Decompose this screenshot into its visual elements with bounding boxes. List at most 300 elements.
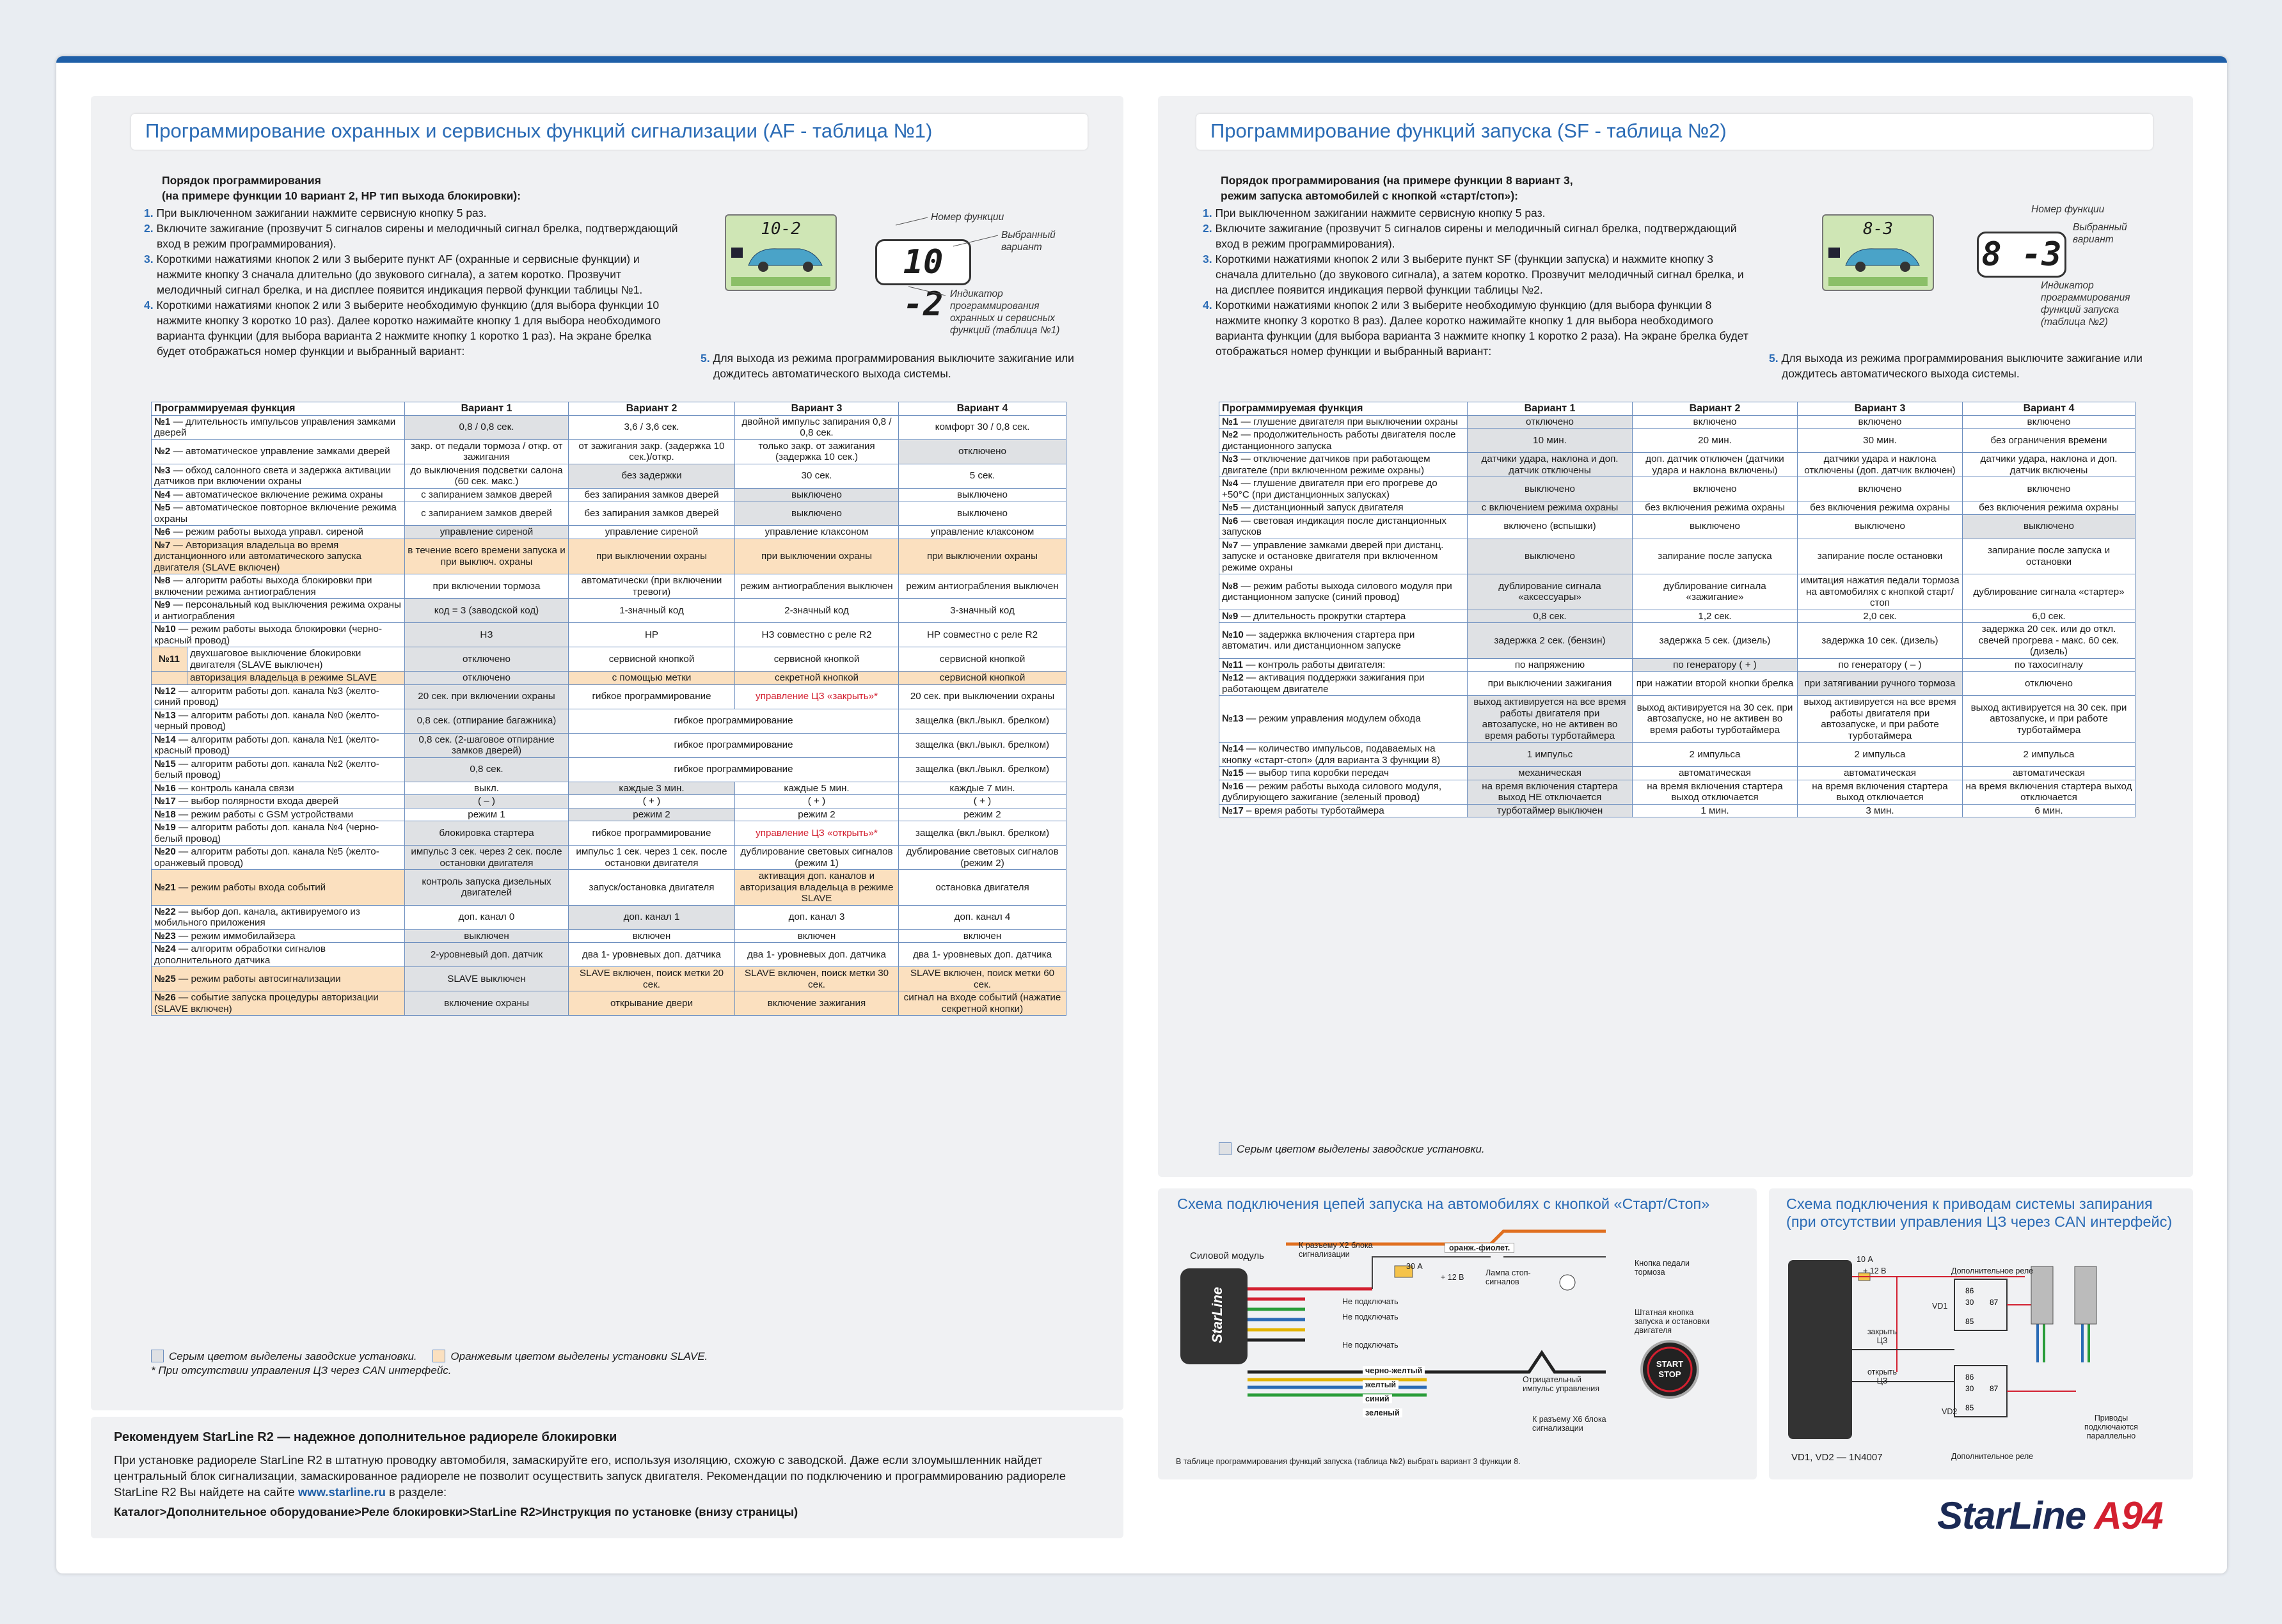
step-number: 2. <box>144 222 154 235</box>
vd2-label: VD2 <box>1942 1407 1958 1416</box>
table-row <box>152 501 1066 526</box>
table-row <box>152 795 1066 808</box>
step-item <box>144 297 681 359</box>
table-cell: запирание после остановки <box>1798 539 1963 574</box>
function-number: №6 <box>1222 515 1239 526</box>
table-cell: режим 2 <box>899 808 1066 821</box>
table-row <box>1219 610 2135 623</box>
function-cell <box>152 439 405 464</box>
right-intro <box>1203 173 1753 359</box>
table-cell: выключено <box>1633 514 1798 539</box>
table-cell: 0,8 сек. <box>1468 610 1633 623</box>
table-cell: два 1- уровневых доп. датчика <box>899 943 1066 967</box>
table-cell: выключено <box>899 488 1066 501</box>
table-cell: запирание после запуска <box>1633 539 1798 574</box>
ann-selected-variant: Выбранный вариант <box>2073 222 2127 245</box>
function-cell <box>152 684 405 709</box>
legend-orange: Оранжевым цветом выделены установки SLAVE. <box>450 1350 708 1362</box>
table-cell: задержка 2 сек. (бензин) <box>1468 623 1633 659</box>
function-number: №9 <box>1222 610 1239 622</box>
ann-indicator: Индикатор программирования охранных и сервисных функций (таблица №1) <box>950 288 1060 336</box>
table-cell: сервисной кнопкой <box>735 647 899 672</box>
function-cell <box>152 647 405 672</box>
step-item <box>1203 205 1753 221</box>
relay-top-label: Дополнительное реле <box>1951 1266 2034 1275</box>
function-desc: — обход салонного света и задержка активации датчиков при включении охраны <box>154 464 392 487</box>
function-cell <box>152 929 405 943</box>
function-desc: — контроль работы двигателя: <box>1243 659 1386 670</box>
gray-swatch <box>1219 1142 1232 1155</box>
diodes-label: VD1, VD2 — 1N4007 <box>1791 1452 1883 1463</box>
function-cell <box>1219 767 1468 780</box>
table-cell: по генератору ( – ) <box>1798 658 1963 672</box>
table-row <box>152 684 1066 709</box>
step-number: 1. <box>1203 207 1212 219</box>
svg-text:85: 85 <box>1965 1317 1974 1326</box>
function-number: №5 <box>1222 502 1239 513</box>
table-cell: гибкое программирование <box>569 709 899 733</box>
svg-text:86: 86 <box>1965 1286 1974 1295</box>
table-cell: доп. канал 3 <box>735 905 899 929</box>
table-cell: по напряжению <box>1468 658 1633 672</box>
starline-site-link[interactable]: www.starline.ru <box>297 1485 386 1499</box>
function-cell <box>152 808 405 821</box>
table-cell: импульс 1 сек. через 1 сек. после остановки двигателя <box>569 846 735 870</box>
step-text: Короткими нажатиями кнопок 2 или 3 выберите пункт SF (функции запуска) и нажмите кнопку 3 сначала длительно (до звукового сигнала), а затем коротко. Прозвучит мелодичный сигнал брелка, и на дисплее появится индикация первой функции таблицы №2. <box>1215 253 1744 296</box>
ann-indicator: Индикатор программирования функций запуска (таблица №2) <box>2041 280 2130 327</box>
table-row <box>152 846 1066 870</box>
left-legend <box>151 1350 1047 1378</box>
relay-bottom <box>1954 1366 2007 1417</box>
table-cell: 2-уровневый доп. датчик <box>405 943 569 967</box>
table-row <box>1219 780 2135 804</box>
table-cell: дублирование световых сигналов (режим 2) <box>899 846 1066 870</box>
function-number: №7 <box>1222 539 1239 551</box>
table-cell: защелка (вкл./выкл. брелком) <box>899 757 1066 782</box>
table-row <box>1219 658 2135 672</box>
table-cell: 30 мин. <box>1798 429 1963 453</box>
table-cell: до выключения подсветки салона (60 сек. макс.) <box>405 464 569 488</box>
function-desc: — событие запуска процедуры авторизации (SLAVE включен) <box>154 992 379 1014</box>
function-number: №5 <box>154 502 171 513</box>
lcd-text: 8-3 <box>1863 219 1893 239</box>
table-cell: код = 3 (заводской код) <box>405 599 569 623</box>
function-desc: — алгоритм работы доп. канала №0 (желто-черный провод) <box>154 709 379 732</box>
table-row <box>1219 539 2135 574</box>
table-cell: с помощью метки <box>569 672 735 685</box>
table-cell: выкл. <box>405 782 569 795</box>
table-cell: защелка (вкл./выкл. брелком) <box>899 733 1066 757</box>
table-cell: 0,8 сек. <box>405 757 569 782</box>
table-cell: выключено <box>1468 477 1633 501</box>
table-cell: режим антиограбления выключен <box>735 574 899 599</box>
table-cell: с запиранием замков дверей <box>405 501 569 526</box>
function-desc: — режим управления модулем обхода <box>1243 713 1421 725</box>
intro-heading-2: (на примере функции 10 вариант 2, HP тип выхода блокировки): <box>162 189 521 202</box>
table-cell: гибкое программирование <box>569 757 899 782</box>
table-cell: 0,8 сек. (2-шаговое отпирание замков дверей) <box>405 733 569 757</box>
table-cell: остановка двигателя <box>899 870 1066 906</box>
table-cell: два 1- уровневых доп. датчика <box>735 943 899 967</box>
car-icon <box>726 216 836 290</box>
table-cell: 2 импульса <box>1963 743 2135 767</box>
table-cell: от зажигания закр. (задержка 10 сек.)/откр. <box>569 439 735 464</box>
table-row <box>152 415 1066 439</box>
function-number: №24 <box>154 943 176 954</box>
not-connect-1: Не подключать <box>1342 1297 1399 1306</box>
brake-label: Кнопка педали тормоза <box>1635 1259 1690 1277</box>
table-row <box>152 709 1066 733</box>
function-desc: — алгоритм работы доп. канала №4 (черно-белый провод) <box>154 822 379 844</box>
function-number: №6 <box>154 526 171 537</box>
table-cell: доп. датчик отключен (датчики удара и наклона включены) <box>1633 453 1798 477</box>
function-cell <box>1219 429 1468 453</box>
function-number: №15 <box>154 758 176 769</box>
table-cell: задержка 20 сек. или до откл. свечей прогрева - макс. 60 сек.(дизель) <box>1963 623 2135 659</box>
table-cell: 1-значный код <box>569 599 735 623</box>
table-cell: без запирания замков дверей <box>569 501 735 526</box>
r2-block <box>114 1430 1105 1520</box>
function-number: №19 <box>154 822 176 833</box>
ann-function-number: Номер функции <box>931 212 1004 223</box>
plus12-label: + 12 В <box>1863 1266 1887 1275</box>
table-cell: каждые 5 мин. <box>735 782 899 795</box>
wire-black-yellow: черно-желтый <box>1363 1366 1425 1375</box>
table-cell: дублирование сигнала «зажигание» <box>1633 574 1798 610</box>
function-number: №1 <box>154 416 171 427</box>
table-header: Вариант 1 <box>405 402 569 416</box>
function-desc: — режим работы выхода силового модуля, дублирующего зажигание (зеленый провод) <box>1222 780 1442 803</box>
table-cell: при включении тормоза <box>405 574 569 599</box>
table-row <box>1219 429 2135 453</box>
step-number: 4. <box>144 299 154 311</box>
table-cell: включено (вспышки) <box>1468 514 1633 539</box>
table-cell: при выключении охраны <box>569 539 735 574</box>
actuator-2 <box>2075 1266 2096 1324</box>
table-cell: 2 импульса <box>1798 743 1963 767</box>
table-cell: включен <box>899 929 1066 943</box>
svg-text:30: 30 <box>1965 1298 1974 1307</box>
table-cell: управление ЦЗ «закрыть»* <box>735 684 899 709</box>
table-cell: включен <box>569 929 735 943</box>
table-cell: 3,6 / 3,6 сек. <box>569 415 735 439</box>
right-steps <box>1203 205 1753 359</box>
orange-swatch <box>432 1350 445 1362</box>
table-cell: включение зажигания <box>735 991 899 1016</box>
function-desc: — выбор доп. канала, активируемого из мобильного приложения <box>154 906 360 928</box>
table-cell: на время включения стартера выход отключается <box>1963 780 2135 804</box>
table-row <box>1219 501 2135 515</box>
r2-after: в разделе: <box>385 1485 447 1499</box>
function-cell <box>1219 780 1468 804</box>
table-cell: закр. от педали тормоза / откр. от зажигания <box>405 439 569 464</box>
function-cell <box>152 709 405 733</box>
scheme1-title: Схема подключения цепей запуска на автомобилях с кнопкой «Старт/Стоп» <box>1177 1195 1710 1212</box>
table-cell: SLAVE включен, поиск метки 60 сек. <box>899 967 1066 991</box>
table-row <box>152 623 1066 647</box>
lamp-label: Лампа стоп-сигналов <box>1486 1268 1531 1286</box>
function-number: №13 <box>1222 713 1244 725</box>
table-header: Вариант 1 <box>1468 402 1633 416</box>
table-cell: запирание после запуска и остановки <box>1963 539 2135 574</box>
table-cell: 6,0 сек. <box>1963 610 2135 623</box>
table-cell: включено <box>1633 477 1798 501</box>
table-row <box>1219 696 2135 743</box>
step-text: Для выхода из режима программирования выключите зажигание или дождитесь автоматического выхода системы. <box>713 352 1074 380</box>
table-cell: 2,0 сек. <box>1798 610 1963 623</box>
gray-swatch <box>151 1350 164 1362</box>
function-desc: — алгоритм работы доп. канала №1 (желто-красный провод) <box>154 734 379 756</box>
function-desc: — автоматическое повторное включение режима охраны <box>154 502 397 524</box>
table-cell: 2 импульса <box>1633 743 1798 767</box>
function-number: №2 <box>154 446 171 457</box>
table-cell: на время включения стартера выход отключается <box>1798 780 1963 804</box>
table-cell: дублирование сигнала «аксессуары» <box>1468 574 1633 610</box>
function-desc: — выбор типа коробки передач <box>1243 768 1389 778</box>
svg-text:STOP: STOP <box>1658 1369 1681 1379</box>
table-header: Вариант 3 <box>1798 402 1963 416</box>
table-cell: 3-значный код <box>899 599 1066 623</box>
row11-spacer <box>152 672 187 684</box>
function-number: №11 <box>1222 659 1243 670</box>
r2-path: Каталог>Дополнительное оборудование>Реле блокировки>StarLine R2>Инструкция по установке (внизу страницы) <box>114 1505 798 1518</box>
function-desc: — контроль канала связи <box>175 782 294 794</box>
table-cell: 30 сек. <box>735 464 899 488</box>
table-cell: датчики удара и наклона отключены (доп. датчик включен) <box>1798 453 1963 477</box>
function-desc: — режим работы выхода блокировки (черно-красный провод) <box>154 624 383 646</box>
logo-brand: StarLine <box>1937 1494 2086 1537</box>
function-number: №8 <box>1222 580 1239 592</box>
table-cell: SLAVE выключен <box>405 967 569 991</box>
table-cell: контроль запуска дизельных двигателей <box>405 870 569 906</box>
table-row <box>152 599 1066 623</box>
function-desc: — длительность импульсов управления замками дверей <box>154 416 396 438</box>
left-panel-title: Программирование охранных и сервисных функций сигнализации (AF - таблица №1) <box>131 114 1088 150</box>
table-row <box>152 439 1066 464</box>
function-number: №16 <box>1222 780 1244 792</box>
table-cell: каждые 3 мин. <box>569 782 735 795</box>
r2-text <box>114 1452 1105 1500</box>
step-text: Короткими нажатиями кнопок 2 или 3 выберите необходимую функцию (для выбора функции 10 нажмите кнопку 3 коротко 10 раз). Далее коротко нажимайте кнопку 1 для выбора необходимого варианта функции (для выбора варианта 2 нажмите кнопку 1 коротко 1 раз). На экране брелка будет отображаться номер функции и выбранный вариант: <box>156 299 661 358</box>
function-desc: — персональный код выключения режима охраны и антиограбления <box>154 599 401 622</box>
table-row <box>1219 477 2135 501</box>
step-text: Включите зажигание (прозвучит 5 сигналов сирены и мелодичный сигнал брелка, подтверждающий вход в режим программирования). <box>156 222 678 250</box>
function-cell <box>1219 696 1468 743</box>
wire-blue: синий <box>1363 1394 1392 1403</box>
function-desc: — режим работы автосигнализации <box>175 973 341 984</box>
intro-heading-2: режим запуска автомобилей с кнопкой «старт/стоп»): <box>1221 189 1518 202</box>
table-cell: выключено <box>1468 539 1633 574</box>
function-number: №14 <box>1222 743 1244 754</box>
table-header: Вариант 4 <box>899 402 1066 416</box>
table-row <box>1219 453 2135 477</box>
step-item <box>1203 221 1753 251</box>
function-cell <box>1219 804 1468 817</box>
table-cell: 20 сек. при выключении охраны <box>899 684 1066 709</box>
step-text: При выключенном зажигании нажмите сервисную кнопку 5 раз. <box>156 207 487 219</box>
function-number: №4 <box>1222 478 1239 489</box>
function-desc: — задержка включения стартера при автоматич. или дистанционном запуске <box>1222 629 1415 652</box>
table-row <box>152 733 1066 757</box>
step-item <box>144 221 681 251</box>
table-cell: выход активируется на 30 сек. при автозапуске, но не активен во время работы турботаймера <box>1633 696 1798 743</box>
svg-text:85: 85 <box>1965 1403 1974 1412</box>
function-number: №10 <box>1222 629 1244 640</box>
function-desc: — автоматическое управление замками дверей <box>170 446 390 457</box>
table-cell: управление сиреной <box>405 526 569 539</box>
function-desc: — выбор полярности входа дверей <box>175 796 338 807</box>
step-number: 2. <box>1203 222 1212 235</box>
legend-gray: Серым цветом выделены заводские установки. <box>169 1350 417 1362</box>
table-cell: без включения режима охраны <box>1963 501 2135 515</box>
fuse-label: 30 А <box>1406 1262 1423 1271</box>
function-number: №7 <box>154 539 171 551</box>
table-row <box>152 808 1066 821</box>
table-cell: включено <box>1963 477 2135 501</box>
table-cell: НР <box>569 623 735 647</box>
function-cell <box>152 501 405 526</box>
table-header: Вариант 4 <box>1963 402 2135 416</box>
table-row <box>1219 415 2135 429</box>
function-number: №1 <box>1222 416 1239 427</box>
table-cell: отключено <box>899 439 1066 464</box>
table-cell: 1,2 сек. <box>1633 610 1798 623</box>
orange-wire-label: оранж.-фиолет. <box>1445 1243 1514 1253</box>
scheme1-note: В таблице программирования функций запуска (таблица №2) выбрать вариант 3 функции 8. <box>1176 1457 1521 1466</box>
table-cell: защелка (вкл./выкл. брелком) <box>899 709 1066 733</box>
table-cell: отключено <box>1468 415 1633 429</box>
table-cell: гибкое программирование <box>569 821 735 846</box>
function-desc: — управление замками дверей при дистанц. запуске и остановке двигателя при включенном режиме охраны <box>1222 539 1444 573</box>
table-cell: 0,8 / 0,8 сек. <box>405 415 569 439</box>
function-cell <box>152 821 405 846</box>
left-step-5 <box>701 351 1078 381</box>
table-cell: включено <box>1798 415 1963 429</box>
function-number: №9 <box>154 599 171 610</box>
function-number: №11 <box>152 647 187 671</box>
function-cell <box>152 599 405 623</box>
function-desc: — алгоритм работы доп. канала №3 (желто-синий провод) <box>154 685 379 707</box>
table-cell: по генератору ( + ) <box>1633 658 1798 672</box>
table-cell: без ограничения времени <box>1963 429 2135 453</box>
table-row <box>152 870 1066 906</box>
function-number: №13 <box>154 709 176 721</box>
table-cell: режим антиограбления выключен <box>899 574 1066 599</box>
x6-label: К разъему Х6 блока сигнализации <box>1532 1415 1606 1433</box>
table-cell: доп. канал 4 <box>899 905 1066 929</box>
step-item <box>1203 297 1753 359</box>
keyfob-lcd-left <box>725 214 837 291</box>
intro-heading: Порядок программирования <box>162 174 321 187</box>
function-number: №14 <box>154 734 176 745</box>
table-cell: при нажатии второй кнопки брелка <box>1633 672 1798 696</box>
svg-text:30: 30 <box>1965 1384 1974 1393</box>
lcd-text: 10-2 <box>761 219 801 239</box>
table-cell: 1 импульс <box>1468 743 1633 767</box>
table-cell: 20 мин. <box>1633 429 1798 453</box>
x2-label: К разъему Х2 блока сигнализации <box>1299 1241 1373 1259</box>
table-cell: блокировка стартера <box>405 821 569 846</box>
svg-text:87: 87 <box>1990 1298 1999 1307</box>
table-row <box>152 943 1066 967</box>
table-cell: открывание двери <box>569 991 735 1016</box>
function-number: №3 <box>154 464 171 476</box>
step-number: 5. <box>1769 352 1779 365</box>
table-cell: с включением режима охраны <box>1468 501 1633 515</box>
function-desc: — Авторизация владельца во время дистанционного или автоматического запуска двигателя (SLAVE включен) <box>154 539 361 573</box>
function-cell <box>1219 514 1468 539</box>
table-row <box>152 757 1066 782</box>
function-cell <box>1219 539 1468 574</box>
function-cell <box>1219 574 1468 610</box>
function-desc: — режим иммобилайзера <box>175 930 296 942</box>
function-cell <box>1219 610 1468 623</box>
table-cell: выключено <box>1798 514 1963 539</box>
function-desc: — активация поддержки зажигания при работающем двигателе <box>1222 672 1425 695</box>
function-cell <box>152 672 405 685</box>
function-cell <box>152 967 405 991</box>
table-cell: дублирование световых сигналов (режим 1) <box>735 846 899 870</box>
table-header: Вариант 2 <box>569 402 735 416</box>
drives-label: Приводы подключаются параллельно <box>2084 1414 2138 1440</box>
table-cell: сервисной кнопкой <box>569 647 735 672</box>
table-cell: ( + ) <box>569 795 735 808</box>
table-cell: по тахосигналу <box>1963 658 2135 672</box>
table-cell: два 1- уровневых доп. датчика <box>569 943 735 967</box>
function-number: №16 <box>154 782 176 794</box>
start-button-label: Штатная кнопка запуска и остановки двигателя <box>1635 1308 1710 1335</box>
r2-body: При установке радиореле StarLine R2 в штатную проводку автомобиля, замаскируйте его, используя изоляцию, схожую с заводской. Даже если злоумышленник найдет центральный блок сигнализации, замаскированное радиореле не позволит осуществить запуск двигателя. Рекомендации по подключению и программированию радиореле StarLine R2 Вы найдете на сайте <box>114 1453 1066 1499</box>
step-item <box>144 251 681 297</box>
function-cell <box>1219 453 1468 477</box>
table-cell: включено <box>1798 477 1963 501</box>
table-row <box>152 488 1066 501</box>
table-cell: без задержки <box>569 464 735 488</box>
function-desc: — алгоритм работы доп. канала №5 (желто-оранжевый провод) <box>154 846 379 869</box>
right-step-5 <box>1769 351 2153 381</box>
function-desc: — длительность прокрутки стартера <box>1238 610 1406 622</box>
table-cell: автоматическая <box>1798 767 1963 780</box>
table-cell: на время включения стартера выход отключается <box>1633 780 1798 804</box>
table-cell: сервисной кнопкой <box>899 647 1066 672</box>
function-number: №21 <box>154 881 176 893</box>
table-cell: задержка 10 сек. (дизель) <box>1798 623 1963 659</box>
function-cell <box>152 795 405 808</box>
table-cell: гибкое программирование <box>569 684 735 709</box>
function-desc: — световая индикация после дистанционных запусков <box>1222 515 1447 537</box>
logo-model: A94 <box>2094 1494 2163 1537</box>
table-row <box>152 647 1066 672</box>
function-desc: — алгоритм работы выхода блокировки при включении режима антиограбления <box>154 575 372 597</box>
table-cell: управление сиреной <box>569 526 735 539</box>
table-cell: выход активируется на все время работы двигателя при автозапуске, но не активен во время работы турботаймера <box>1468 696 1633 743</box>
lamp-icon <box>1560 1275 1575 1290</box>
function-number: №12 <box>154 685 176 697</box>
function-number: №18 <box>154 808 176 820</box>
table-cell: дублирование сигнала «стартер» <box>1963 574 2135 610</box>
starline-a94-logo <box>1937 1494 2163 1538</box>
table-cell: 10 мин. <box>1468 429 1633 453</box>
table-cell: ( – ) <box>405 795 569 808</box>
table-cell: доп. канал 1 <box>569 905 735 929</box>
table-cell: 2-значный код <box>735 599 899 623</box>
table-cell: на время включения стартера выход НЕ отключается <box>1468 780 1633 804</box>
table-cell: SLAVE включен, поиск метки 20 сек. <box>569 967 735 991</box>
table-cell: сигнал на входе событий (нажатие секретной кнопки) <box>899 991 1066 1016</box>
vd1-label: VD1 <box>1932 1302 1948 1311</box>
table-cell: в течение всего времени запуска и при выключ. охраны <box>405 539 569 574</box>
step-number: 4. <box>1203 299 1212 311</box>
